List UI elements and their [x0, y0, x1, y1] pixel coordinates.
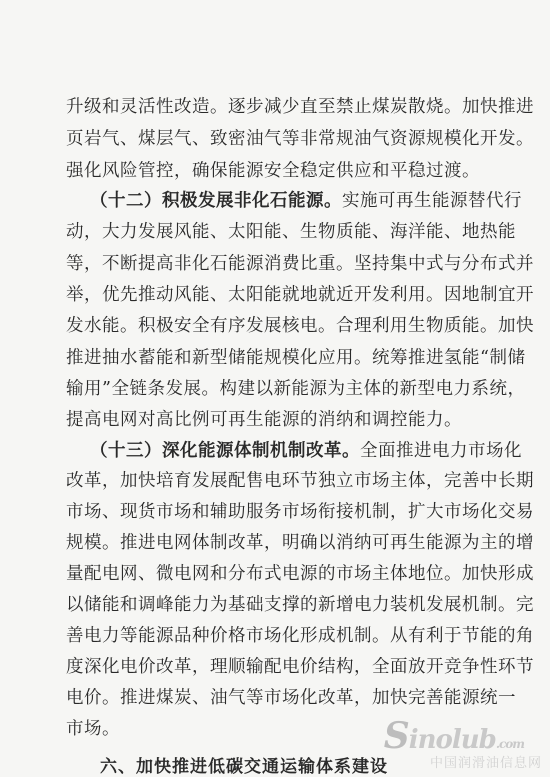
section-12-first-line	[90, 190, 522, 212]
section-12-line: 等，不断提高非化石能源消费比重。坚持集中式与分布式并	[66, 254, 534, 274]
section-12-line: 推进抽水蓄能和新型储能规模化应用。统筹推进氢能“制储	[66, 348, 526, 368]
watermark-subtitle: 中国润滑油信息网	[429, 756, 542, 771]
section-13-line: 度深化电价改革，理顺输配电价结构，全面放开竞争性环节	[66, 657, 534, 677]
section-6-heading: 六、加快推进低碳交通运输体系建设	[100, 757, 388, 777]
section-12-first-line-text: 实施可再生能源替代行	[342, 191, 522, 211]
section-12-line: 提高电网对高比例可再生能源的消纳和调控能力。	[66, 410, 462, 430]
paragraph-1-line: 强化风险管控，确保能源安全稳定供应和平稳过渡。	[66, 161, 480, 181]
watermark	[383, 715, 544, 771]
section-13-line: 市场。	[66, 719, 120, 739]
section-13-line: 善电力等能源品种价格市场化形成机制。从有利于节能的角	[66, 626, 534, 646]
section-13-heading: （十三）深化能源体制机制改革。	[90, 441, 360, 461]
section-12-line: 动，大力发展风能、太阳能、生物质能、海洋能、地热能	[66, 222, 516, 242]
paragraph-1-line: 页岩气、煤层气、致密油气等非常规油气资源规模化开发。	[66, 129, 534, 149]
section-12-line: 发水能。积极安全有序发展核电。合理利用生物质能。加快	[66, 316, 534, 336]
section-13-line: 改革，加快培育发展配售电环节独立市场主体，完善中长期	[66, 471, 534, 491]
section-13-line: 市场、现货市场和辅助服务市场衔接机制，扩大市场化交易	[66, 502, 534, 522]
watermark-logo: Sinolub.com	[383, 715, 524, 757]
section-13-first-line	[90, 440, 522, 462]
section-13-line: 量配电网、微电网和分布式电源的市场主体地位。加快形成	[66, 564, 534, 584]
section-13-line: 以储能和调峰能力为基础支撑的新增电力装机发展机制。完	[66, 595, 534, 615]
section-13-line: 规模。推进电网体制改革，明确以消纳可再生能源为主的增	[66, 533, 534, 553]
section-12-line: 输用”全链条发展。构建以新能源为主体的新型电力系统，	[66, 379, 526, 399]
section-13-first-line-text: 全面推进电力市场化	[360, 441, 522, 461]
section-12-line: 举，优先推动风能、太阳能就地就近开发利用。因地制宜开	[66, 285, 534, 305]
paragraph-1-line: 升级和灵活性改造。逐步减少直至禁止煤炭散烧。加快推进	[66, 97, 534, 117]
section-12-heading: （十二）积极发展非化石能源。	[90, 191, 342, 211]
section-13-line: 电价。推进煤炭、油气等市场化改革，加快完善能源统一	[66, 688, 516, 708]
